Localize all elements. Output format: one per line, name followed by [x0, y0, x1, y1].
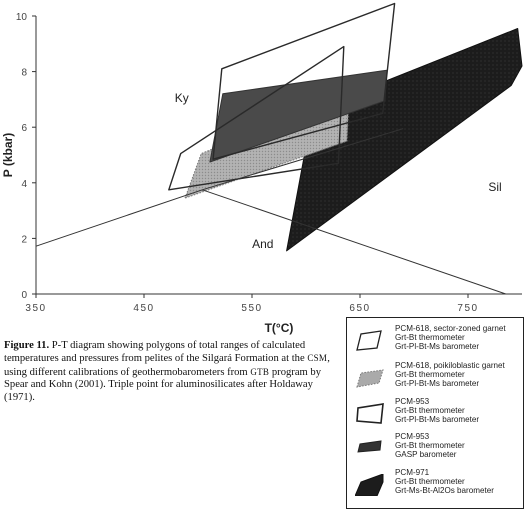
legend-item: [347, 361, 523, 397]
y-tick-label: 10: [15, 12, 27, 23]
legend-calibration: Grt-Ms-Bt-Al2Os barometer: [395, 486, 494, 496]
legend-item: [347, 397, 523, 433]
legend-text: [395, 397, 525, 425]
x-tick-label: 650: [349, 303, 371, 314]
legend-swatch: [355, 438, 385, 460]
legend-sample-name: PCM-953: [395, 397, 430, 406]
legend-text: [395, 468, 525, 496]
legend-calibration: Grt-Bt thermometer: [395, 406, 465, 416]
polygons-group: [169, 4, 522, 251]
y-tick-label: 2: [21, 234, 27, 246]
y-axis-title: P (kbar): [1, 132, 15, 178]
legend-calibration: Grt-Pl-Bt-Ms barometer: [395, 342, 480, 352]
y-tick-label: 4: [21, 178, 27, 190]
caption-label: Figure 11.: [4, 340, 50, 351]
legend-item: [347, 468, 523, 504]
legend-calibration: Grt-Pl-Bt-Ms barometer: [395, 379, 480, 389]
caption-gtb: GTB: [250, 366, 270, 377]
x-tick-label: 750: [457, 303, 479, 314]
legend-swatch: [355, 330, 385, 352]
legend-calibration: Grt-Bt thermometer: [395, 477, 465, 487]
legend-text: [395, 361, 525, 389]
caption-text-a: P-T diagram showing polygons of total ranges of calculated temperatures and pressures from pelites of the Silgará Formation at the: [4, 340, 308, 365]
caption-csm: CSM: [307, 353, 328, 364]
field-label-sil: Sil: [488, 180, 502, 195]
legend-sample-name: PCM-618, sector-zoned garnet: [395, 324, 506, 333]
legend-sample-name: PCM-971: [395, 468, 430, 477]
legend-swatch: [355, 403, 385, 425]
y-tick-label: 0: [21, 290, 27, 301]
legend-sample-name: PCM-618, poikiloblastic garnet: [395, 361, 505, 370]
y-tick-label: 6: [21, 123, 27, 135]
legend-calibration: Grt-Bt thermometer: [395, 441, 465, 451]
reaction-line-and-sil: [202, 190, 506, 294]
chart-legend: [346, 317, 524, 509]
field-label-and: And: [252, 237, 274, 252]
legend-calibration: Grt-Pl-Bt-Ms barometer: [395, 415, 480, 425]
reaction-line-ky-and: [36, 190, 202, 246]
legend-calibration: Grt-Bt thermometer: [395, 370, 465, 380]
legend-calibration: GASP barometer: [395, 450, 457, 460]
legend-item: [347, 432, 523, 468]
field-label-ky: Ky: [174, 91, 189, 106]
caption-text-c: program by Spear and Kohn (2001). Triple point for aluminosilicates after Holdaway (1971).: [4, 366, 322, 403]
y-tick-label: 8: [21, 67, 27, 79]
legend-swatch: [355, 474, 385, 496]
caption-text-b: , using different calibrations of geothermobarometers from: [4, 353, 330, 378]
figure-caption: [4, 340, 346, 404]
x-tick-label: 350: [25, 303, 47, 314]
legend-text: [395, 432, 525, 460]
legend-item: [347, 324, 523, 360]
legend-calibration: Grt-Bt thermometer: [395, 333, 465, 343]
x-tick-label: 550: [241, 303, 263, 314]
legend-sample-name: PCM-953: [395, 432, 430, 441]
x-tick-label: 450: [133, 303, 155, 314]
x-axis-title: T(°C): [264, 321, 294, 335]
legend-swatch: [355, 367, 385, 389]
legend-text: [395, 324, 525, 352]
